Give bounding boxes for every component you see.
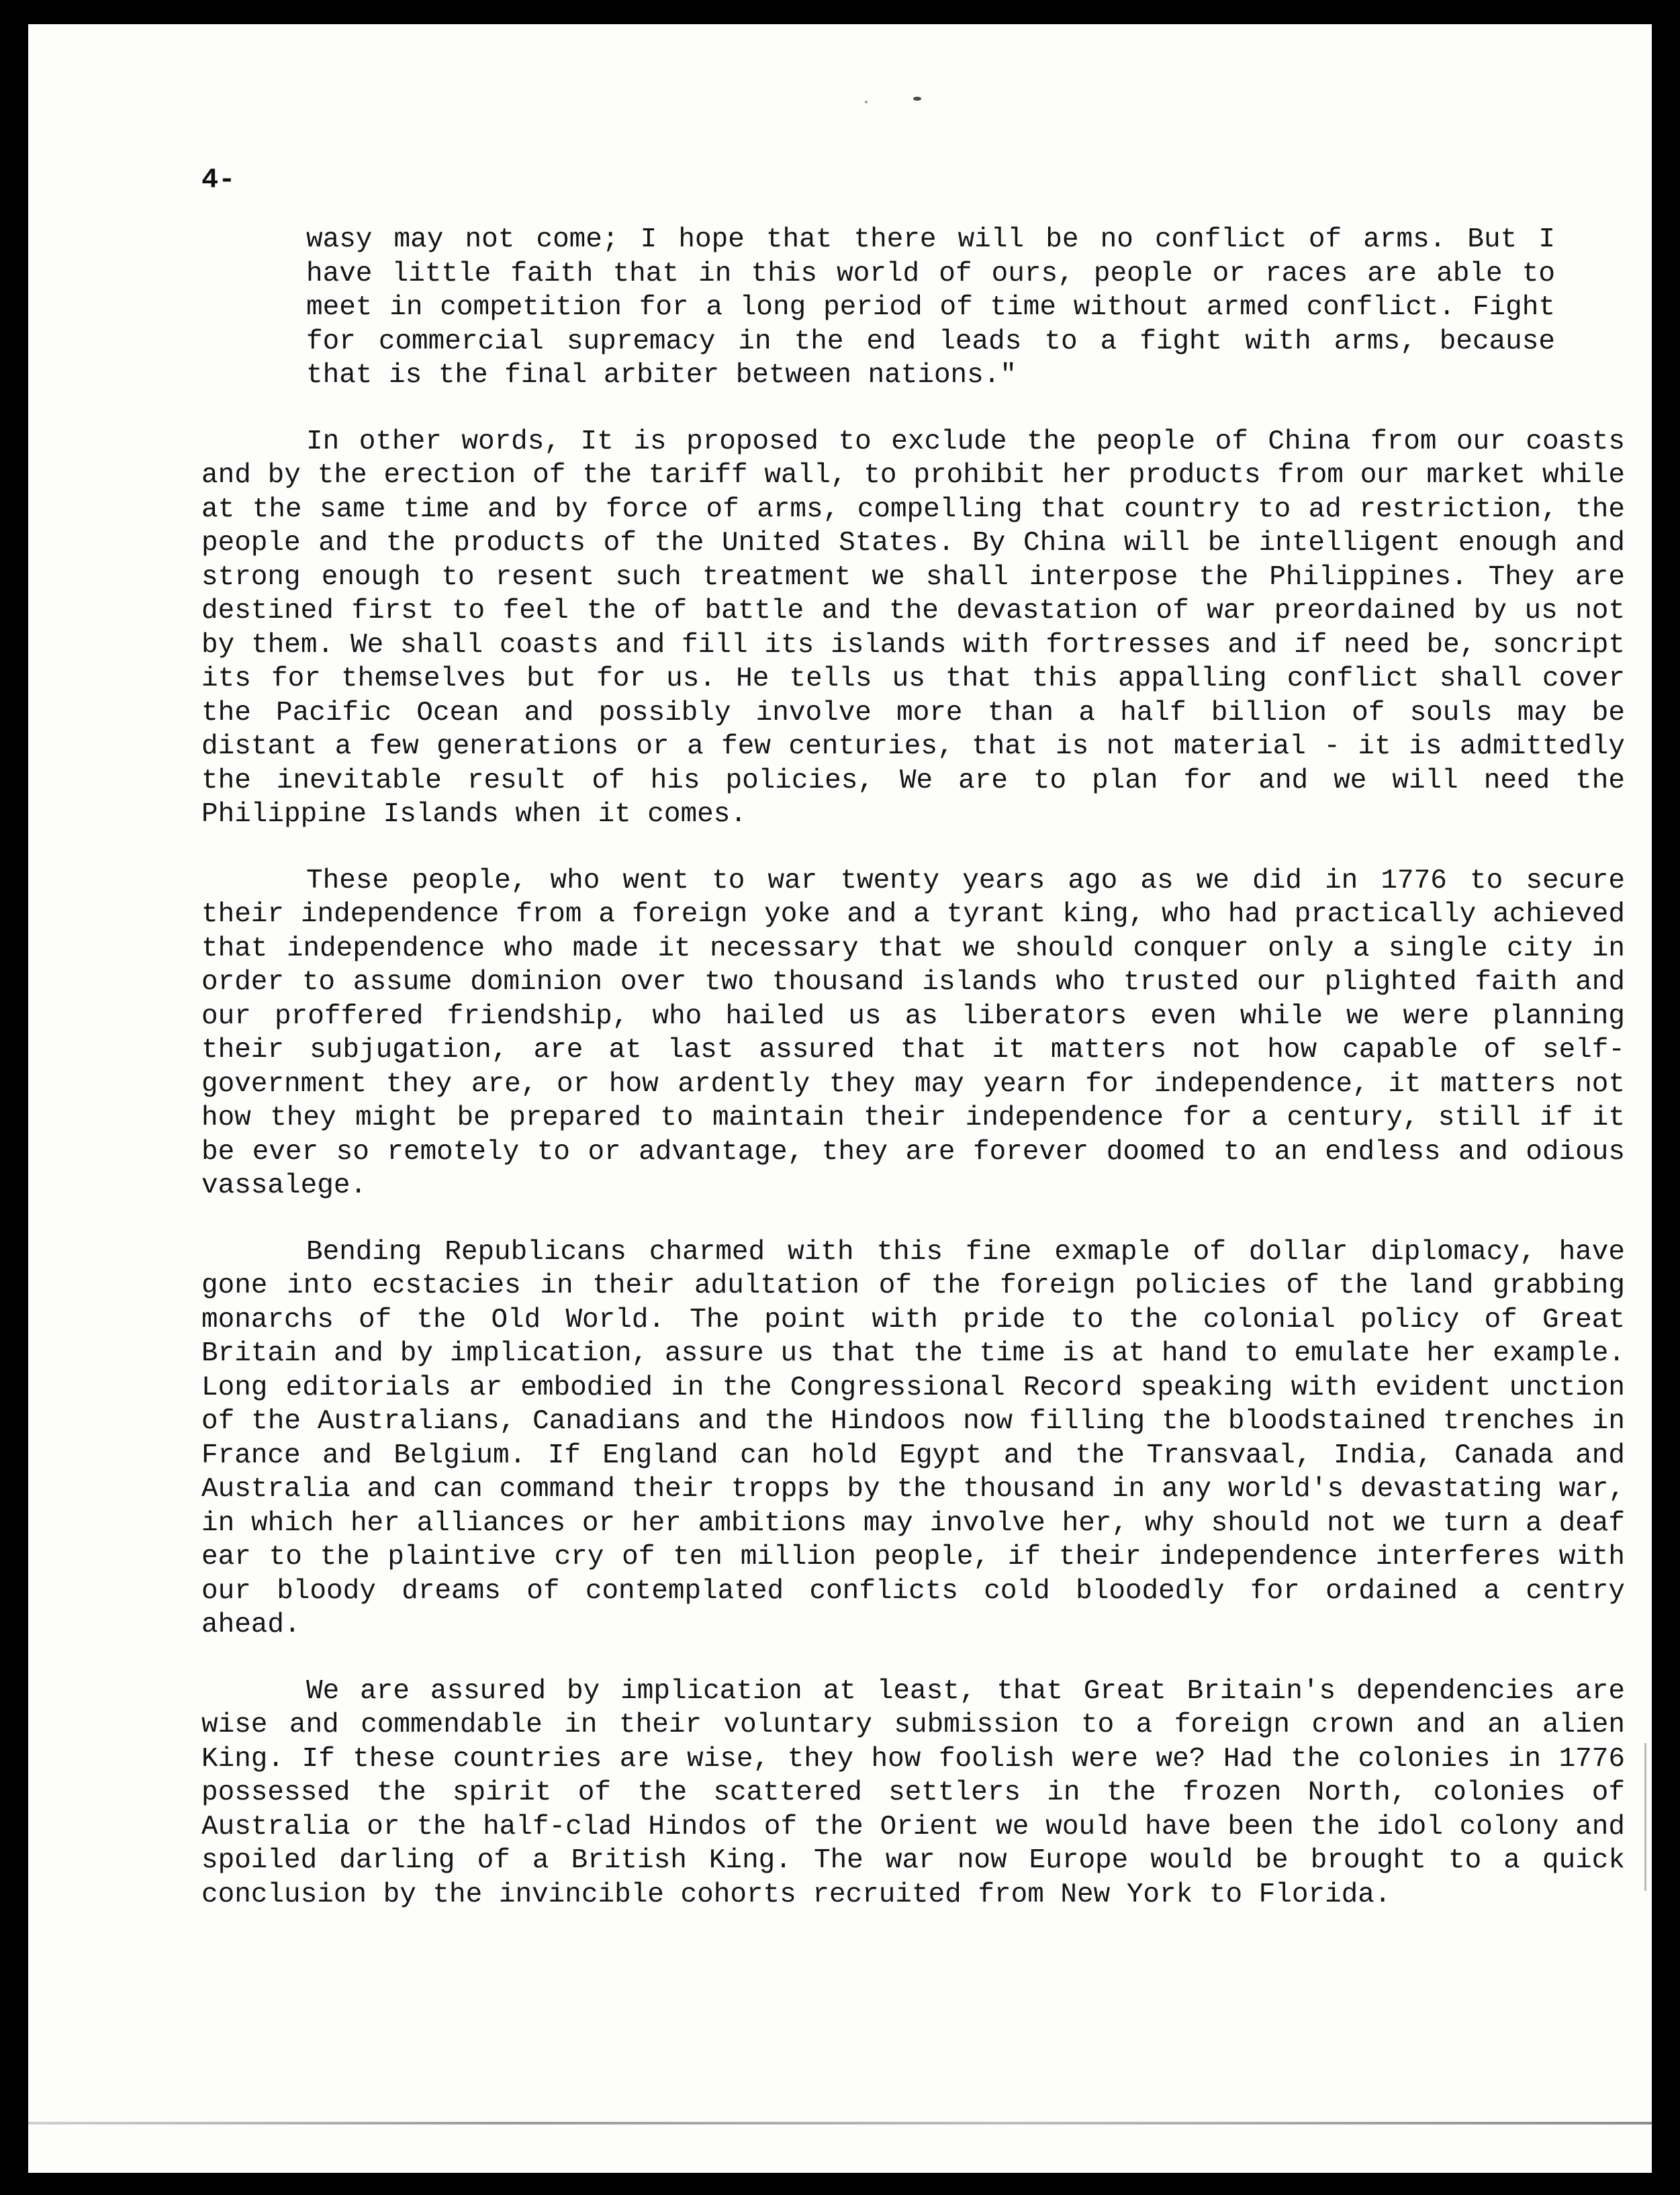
page-number: 4- xyxy=(201,164,236,196)
document-page xyxy=(28,24,1652,2173)
paragraph-filipino-independence: These people, who went to war twenty years ago as we did in 1776 to secure their independence from a foreign yoke and a tyrant king, who had practically achieved that independence who made it necessary that we should conquer only a single city in order to assume dominion over two thousand islands who trusted our plighted faith and our proffered friendship, who hailed us as liberators even while we were planning their subjugation, are at last assured that it matters not how capable of self-government they are, or how ardently they may yearn for independence, it matters not how they might be prepared to maintain their independence for a century, still if it be ever so remotely to or advantage, they are forever doomed to an endless and odious vassalege. xyxy=(201,865,1625,1201)
ink-speck xyxy=(913,97,921,101)
quoted-passage: wasy may not come; I hope that there will be no conflict of arms. But I have little faith that in this world of ours, people or races are able to meet in competition for a long period of time without armed conflict. Fight for commercial supremacy in the end leads to a fight with arms, because that is the final arbiter between nations." xyxy=(306,224,1555,391)
ink-speck xyxy=(865,101,868,103)
paragraph-british-dependencies: We are assured by implication at least, that Great Britain's dependencies are wise and commendable in their voluntary submission to a foreign crown and an alien King. If these countries are wise, they how foolish were we? Had the colonies in 1776 possessed the spirit of the scattered settlers in the frozen North, colonies of Australia or the half-clad Hindos of the Orient we would have been the idol colony and spoiled darling of a British King. The war now Europe would be brought to a quick conclusion by the invincible cohorts recruited from New York to Florida. xyxy=(201,1675,1625,1910)
paragraph-republicans-colonial-policy: Bending Republicans charmed with this fine exmaple of dollar diplomacy, have gone into ecstacies in their adultation of the foreign policies of the land grabbing monarchs of the Old World. The point with pride to the colonial policy of Great Britain and by implication, assure us that the time is at hand to emulate her example. Long editorials ar embodied in the Congressional Record speaking with evident unction of the Australians, Canadians and the Hindoos now filling the bloodstained trenches in France and Belgium. If England can hold Egypt and the Transvaal, India, Canada and Australia and can command their tropps by the thousand in any world's devastating war, in which her alliances or her ambitions may involve her, why should not we turn a deaf ear to the plaintive cry of ten million people, if their independence interferes with our bloody dreams of contemplated conflicts cold bloodedly for ordained a centry ahead. xyxy=(201,1236,1625,1640)
scan-streak xyxy=(1644,1743,1646,1891)
scan-edge-line xyxy=(28,2122,1652,2124)
document-body xyxy=(201,223,1625,1912)
paragraph-china-exclusion: In other words, It is proposed to exclude the people of China from our coasts and by the erection of the tariff wall, to prohibit her products from our market while at the same time and by force of arms, compelling that country to ad restriction, the people and the products of the United States. By China will be intelligent enough and strong enough to resent such treatment we shall interpose the Philippines. They are destined first to feel the of battle and the devastation of war preordained by us not by them. We shall coasts and fill its islands with fortresses and if need be, soncript its for themselves but for us. He tells us that this appalling conflict shall cover the Pacific Ocean and possibly involve more than a half billion of souls may be distant a few generations or a few centuries, that is not material - it is admittedly the inevitable result of his policies, We are to plan for and we will need the Philippine Islands when it comes. xyxy=(201,426,1625,830)
